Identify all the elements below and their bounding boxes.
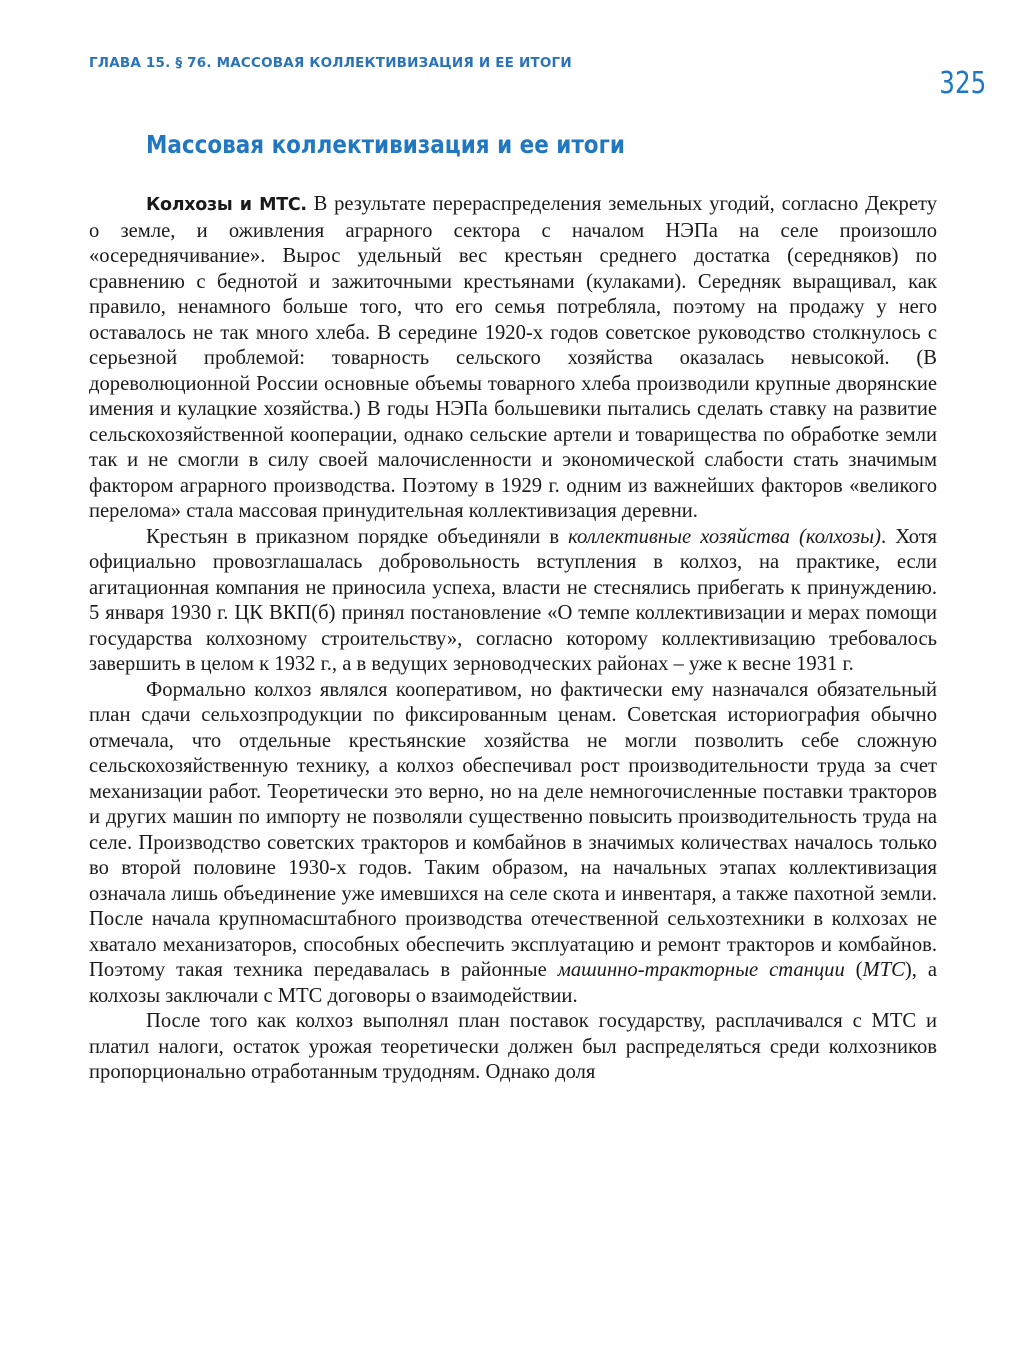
section-title: Массовая коллективизация и ее итоги <box>146 130 625 159</box>
italic-term-mts: машинно-тракторные станции <box>557 959 845 981</box>
italic-abbr-mts: МТС <box>862 959 905 981</box>
paragraph-4-text: После того как колхоз выполнял план поставок государству, расплачивался с МТС и платил налоги, остаток урожая теоретически должен был распределяться среди колхозников пропорционально отработанным трудодням. Однако доля <box>89 1010 937 1083</box>
paragraph-2-text-before: Крестьян в приказном порядке объединяли в <box>146 525 569 548</box>
paragraph-1 <box>89 192 937 525</box>
paragraph-3-text-after: ), а колхозы заключали с МТС договоры о взаимодействии. <box>89 959 937 1007</box>
paragraph-3 <box>89 678 937 1010</box>
body-text <box>89 192 937 1086</box>
italic-term-kolkhozy: коллективные хозяйства (колхозы) <box>568 525 881 548</box>
paragraph-3-text-middle: ( <box>844 959 863 981</box>
paragraph-2 <box>89 525 937 678</box>
running-head: ГЛАВА 15. § 76. МАССОВАЯ КОЛЛЕКТИВИЗАЦИЯ И ЕЕ ИТОГИ <box>89 55 572 71</box>
paragraph-3-text-before: Формально колхоз являлся кооперативом, но фактически ему назначался обязательный план сдачи сельхозпродукции по фиксированным ценам. Советская историография обычно отмечала, что отдельные крестьянские хозяйства не могли позволить себе сложную сельскохозяйственную технику, а колхоз обеспечивал рост производительности труда за счет механизации работ. Теоретически это верно, но на деле немногочисленные поставки тракторов и других машин по импорту не позволяли существенно повысить производительность труда на селе. Производство советских тракторов и комбайнов в значимых количествах началось только во второй половине 1930-х годов. Таким образом, на начальных этапах коллективизация означала лишь объединение уже имевшихся на селе скота и инвентаря, а также пахотной земли. После начала крупномасштабного производства отечественной сельхозтехники в колхозах не хватало механизаторов, способных обеспечить эксплуатацию и ремонт тракторов и комбайнов. Поэтому такая техника передавалась в районные <box>89 678 937 981</box>
paragraph-4 <box>89 1009 937 1086</box>
page-number: 325 <box>939 66 986 101</box>
paragraph-lead-heading: Колхозы и МТС. <box>146 195 307 215</box>
paragraph-2-text-after: . Хотя официально провозглашалась добровольность вступления в колхоз, на практике, если агитационная компания не приносила успеха, власти не стеснялись прибегать к принуждению. 5 января 1930 г. ЦК ВКП(б) принял постановление «О темпе коллективизации и мерах помощи государства колхозному строительству», согласно которому коллективизацию требовалось завершить в целом к 1932 г., а в ведущих зерноводческих районах – уже к весне 1931 г. <box>89 525 937 675</box>
paragraph-1-text: В результате перераспределения земельных угодий, согласно Декрету о земле, и оживления аграрного сектора с началом НЭПа на селе произошло «осереднячивание». Вырос удельный вес крестьян среднего достатка (середняков) по сравнению с беднотой и зажиточными крестьянами (кулаками). Середняк выращивал, как правило, ненамного больше того, что его семья потребляла, поэтому на продажу у него оставалось не так много хлеба. В середине 1920-х годов советское руководство столкнулось с серьезной проблемой: товарность сельского хозяйства оказалась невысокой. (В дореволюционной России основные объемы товарного хлеба производили крупные дворянские имения и кулацкие хозяйства.) В годы НЭПа большевики пытались сделать ставку на развитие сельскохозяйственной кооперации, однако сельские артели и товарищества по обработке земли так и не смогли в силу своей малочисленности и экономической слабости стать значимым фактором аграрного производства. Поэтому в 1929 г. одним из важнейших факторов «великого перелома» стала массовая принудительная коллективизация деревни. <box>89 193 937 522</box>
